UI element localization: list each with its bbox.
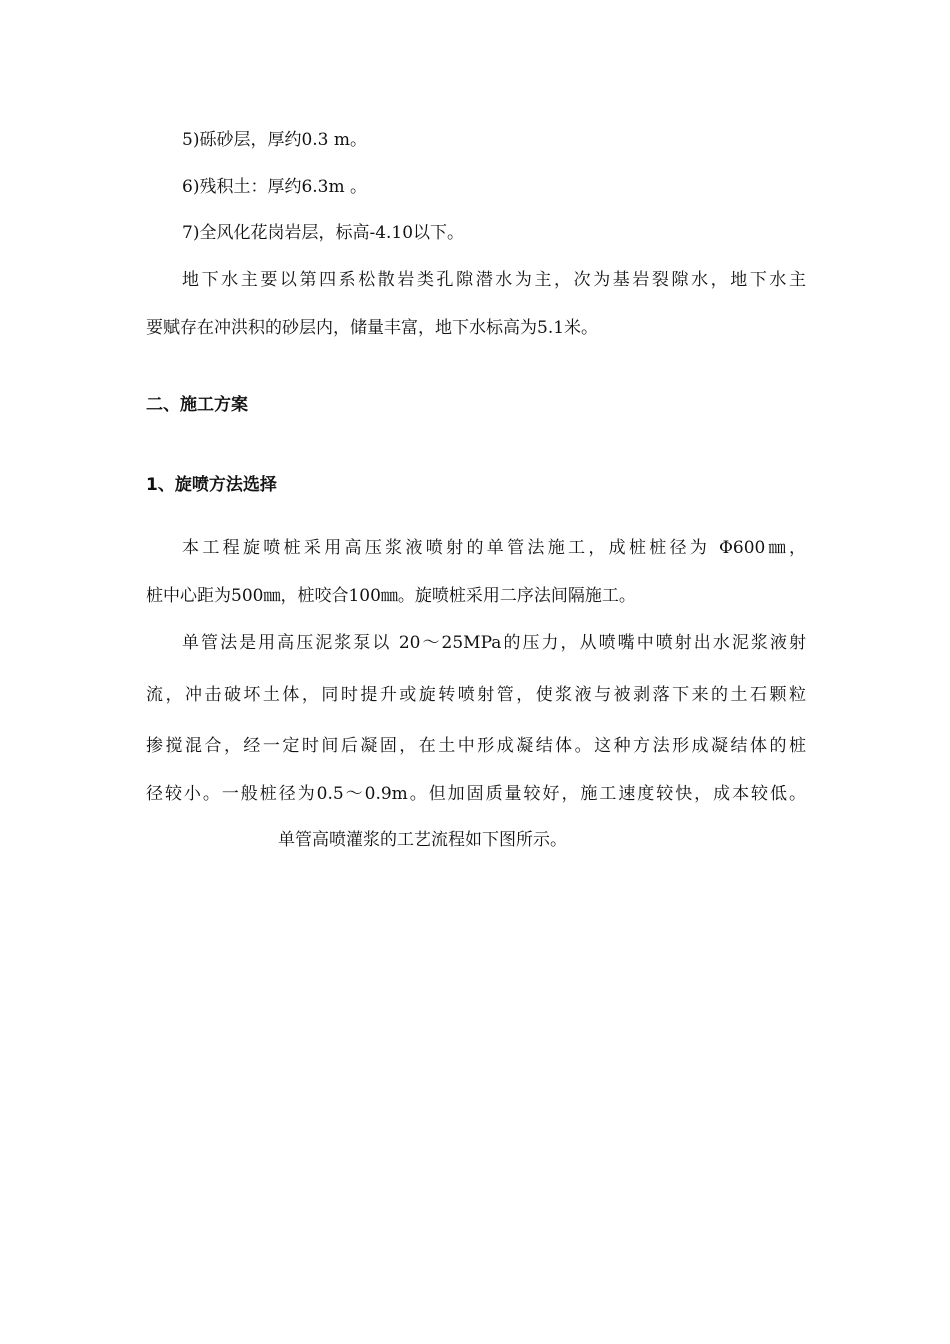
single-tube-paragraph-line-3: 掺搅混合，经一定时间后凝固，在土中形成凝结体。这种方法形成凝结体的桩	[146, 736, 806, 756]
single-tube-paragraph-line-1: 单管法是用高压泥浆泵以 20～25MPa的压力，从喷嘴中喷射出水泥浆液射	[182, 633, 806, 653]
groundwater-paragraph-line-2: 要赋存在冲洪积的砂层内，储量丰富，地下水标高为5.1米。	[146, 318, 599, 338]
process-flow-caption: 单管高喷灌浆的工艺流程如下图所示。	[278, 830, 567, 850]
soil-layer-5-text: 5)砾砂层，厚约0.3 m。	[182, 130, 368, 150]
method-paragraph-line-2: 桩中心距为500㎜，桩咬合100㎜。旋喷桩采用二序法间隔施工。	[146, 586, 636, 606]
single-tube-paragraph-line-2: 流，冲击破坏土体，同时提升或旋转喷射管，使浆液与被剥落下来的土石颗粒	[146, 685, 806, 705]
soil-layer-7-text: 7)全风化花岗岩层，标高-4.10以下。	[182, 223, 465, 243]
soil-layer-6-text: 6)残积土：厚约6.3m 。	[182, 177, 368, 197]
method-paragraph-line-1: 本工程旋喷桩采用高压浆液喷射的单管法施工，成桩桩径为 Φ600㎜，	[182, 538, 806, 558]
section-heading: 二、施工方案	[146, 395, 248, 415]
groundwater-paragraph-line-1: 地下水主要以第四系松散岩类孔隙潜水为主，次为基岩裂隙水，地下水主	[182, 270, 806, 290]
subsection-heading: 1、旋喷方法选择	[146, 475, 277, 495]
single-tube-paragraph-line-4: 径较小。一般桩径为0.5～0.9m。但加固质量较好，施工速度较快，成本较低。	[146, 784, 806, 804]
